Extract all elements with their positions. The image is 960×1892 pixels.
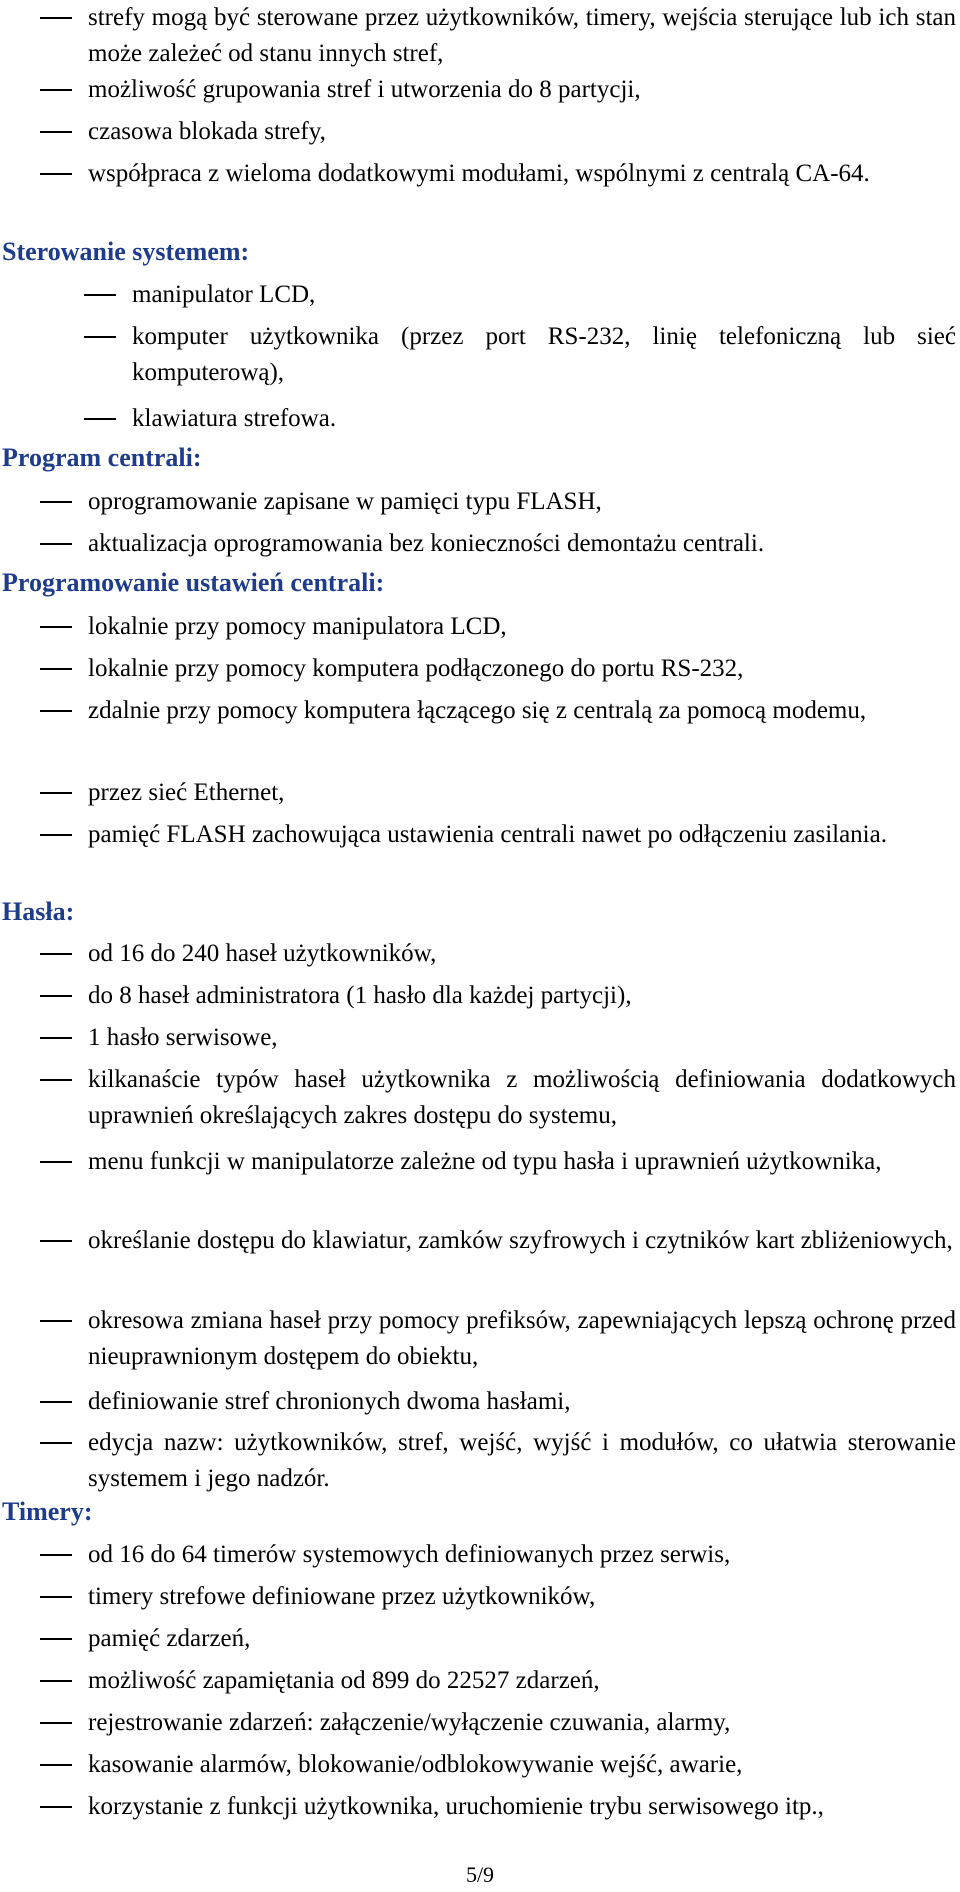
dash-bullet [40,1223,72,1259]
section-heading: Program centrali: [2,443,202,472]
list-item-text: możliwość grupowania stref i utworzenia do 8 partycji, [88,76,641,103]
list-item-text: menu funkcji w manipulatorze zależne od typu hasła i uprawnień użytkownika, [88,1148,882,1175]
dash-bullet [40,609,72,645]
list-item-text: kasowanie alarmów, blokowanie/odblokowywanie wejść, awarie, [88,1751,743,1778]
dash-bullet [40,484,72,520]
dash-bullet [40,1789,72,1825]
dash-bullet [40,1020,72,1056]
list-item [88,978,956,1014]
list-item [88,72,956,108]
dash-bullet [40,775,72,811]
list-item [132,277,956,313]
list-item [132,319,956,391]
list-item-text: pamięć FLASH zachowująca ustawienia centrali nawet po odłączeniu zasilania. [88,821,887,848]
list-item [88,1020,956,1056]
list-item [88,1425,956,1497]
list-item [88,1384,956,1420]
list-item [88,1144,956,1180]
dash-bullet [40,1384,72,1420]
list-item-text: od 16 do 240 haseł użytkowników, [88,940,437,967]
list-item-text: możliwość zapamiętania od 899 do 22527 zdarzeń, [88,1667,600,1694]
section-heading: Sterowanie systemem: [2,237,250,266]
list-item [88,484,956,520]
list-item [88,775,956,811]
list-item [88,817,956,853]
list-item-text: do 8 haseł administratora (1 hasło dla każdej partycji), [88,982,632,1009]
dash-bullet [40,1747,72,1783]
dash-bullet [40,1579,72,1615]
dash-bullet [40,1062,72,1098]
list-item-text: manipulator LCD, [132,281,316,308]
list-item [88,693,956,729]
dash-bullet [84,319,116,355]
list-item-text: czasowa blokada strefy, [88,118,326,145]
dash-bullet [40,1621,72,1657]
list-item [88,609,956,645]
list-item [88,936,956,972]
dash-bullet [40,651,72,687]
dash-bullet [40,1705,72,1741]
list-item [88,526,956,562]
list-item-text: korzystanie z funkcji użytkownika, uruchomienie trybu serwisowego itp., [88,1793,824,1820]
dash-bullet [40,817,72,853]
list-item-text: zdalnie przy pomocy komputera łączącego się z centralą za pomocą modemu, [88,697,867,724]
dash-bullet [40,0,72,36]
list-item-text: określanie dostępu do klawiatur, zamków szyfrowych i czytników kart zbliżeniowych, [88,1227,953,1254]
list-item [88,1789,956,1825]
list-item-text: przez sieć Ethernet, [88,779,285,806]
dash-bullet [84,277,116,313]
dash-bullet [40,114,72,150]
list-item [88,1062,956,1134]
dash-bullet [40,1303,72,1339]
list-item-text: definiowanie stref chronionych dwoma hasłami, [88,1388,571,1415]
list-item-text: edycja nazw: użytkowników, stref, wejść, wyjść i modułów, co ułatwia sterowanie systemem i jego nadzór. [88,1429,956,1492]
list-item-text: klawiatura strefowa. [132,405,337,432]
section-heading: Hasła: [2,897,75,926]
dash-bullet [40,526,72,562]
list-item-text: pamięć zdarzeń, [88,1625,251,1652]
list-item-text: oprogramowanie zapisane w pamięci typu FLASH, [88,488,602,515]
list-item-text: strefy mogą być sterowane przez użytkowników, timery, wejścia sterujące lub ich stan może zależeć od stanu innych stref, [88,4,956,67]
list-item [88,1303,956,1375]
dash-bullet [40,978,72,1014]
list-item [88,1223,956,1259]
list-item-text: 1 hasło serwisowe, [88,1024,278,1051]
dash-bullet [84,401,116,437]
dash-bullet [40,1663,72,1699]
list-item-text: lokalnie przy pomocy komputera podłączonego do portu RS-232, [88,655,744,682]
list-item [88,1663,956,1699]
list-item-text: współpraca z wieloma dodatkowymi modułami, wspólnymi z centralą CA-64. [88,160,870,187]
dash-bullet [40,693,72,729]
list-item [88,0,956,72]
list-item-text: aktualizacja oprogramowania bez konieczności demontażu centrali. [88,530,765,557]
list-item-text: kilkanaście typów haseł użytkownika z możliwością definiowania dodatkowych uprawnień określających zakres dostępu do systemu, [88,1066,956,1129]
list-item [88,651,956,687]
dash-bullet [40,1537,72,1573]
section-heading: Timery: [2,1497,93,1526]
list-item-text: komputer użytkownika (przez port RS-232, linię telefoniczną lub sieć komputerową), [132,323,956,386]
list-item [88,1537,956,1573]
list-item [88,156,956,192]
section-heading: Programowanie ustawień centrali: [2,568,385,597]
page-number: 5/9 [465,1862,495,1887]
dash-bullet [40,1144,72,1180]
list-item [88,1705,956,1741]
dash-bullet [40,1425,72,1461]
list-item [88,1747,956,1783]
list-item [88,1579,956,1615]
list-item-text: od 16 do 64 timerów systemowych definiowanych przez serwis, [88,1541,731,1568]
list-item [132,401,956,437]
list-item-text: rejestrowanie zdarzeń: załączenie/wyłączenie czuwania, alarmy, [88,1709,731,1736]
list-item [88,114,956,150]
list-item-text: timery strefowe definiowane przez użytkowników, [88,1583,596,1610]
dash-bullet [40,936,72,972]
dash-bullet [40,72,72,108]
list-item [88,1621,956,1657]
dash-bullet [40,156,72,192]
list-item-text: lokalnie przy pomocy manipulatora LCD, [88,613,507,640]
list-item-text: okresowa zmiana haseł przy pomocy prefiksów, zapewniających lepszą ochronę przed nieuprawnionym dostępem do obiektu, [88,1307,956,1370]
